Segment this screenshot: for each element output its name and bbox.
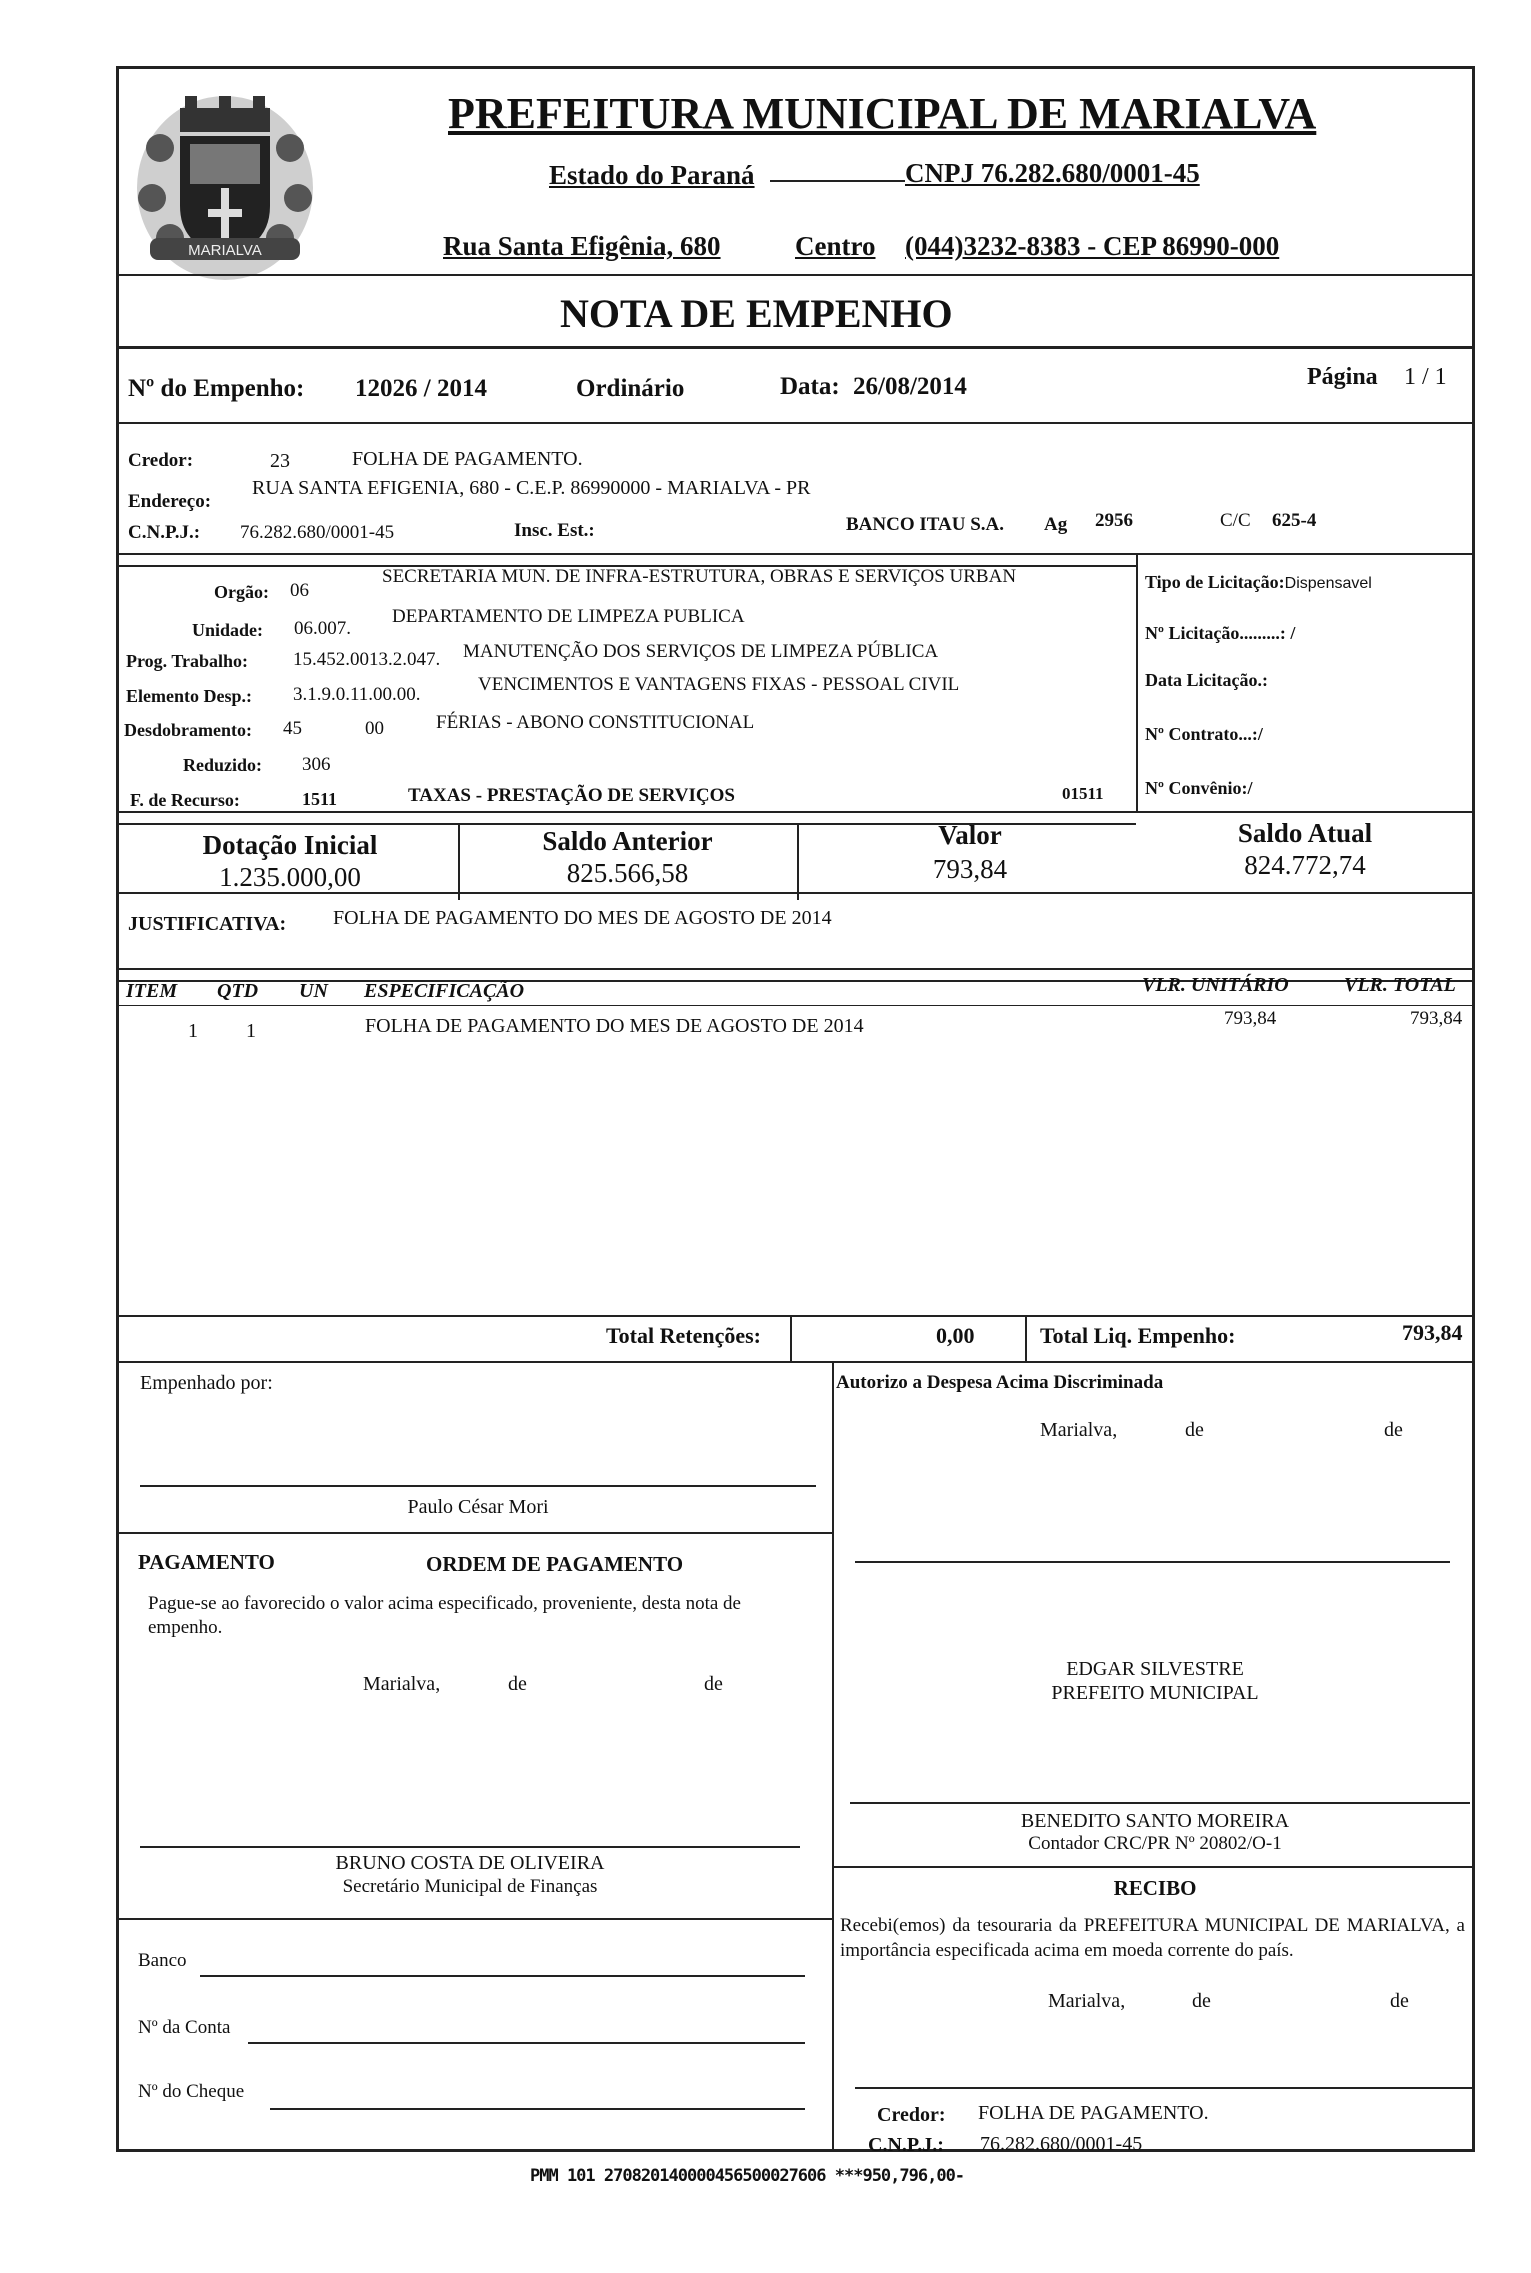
header-cnpj: CNPJ 76.282.680/0001-45 [905, 158, 1200, 188]
justificativa-text: FOLHA DE PAGAMENTO DO MES DE AGOSTO DE 2014 [333, 907, 832, 929]
contador-name: BENEDITO SANTO MOREIRA [1020, 1810, 1290, 1832]
row-vlr-total: 793,84 [1410, 1008, 1463, 1029]
prog-code: 15.452.0013.2.047. [293, 649, 441, 670]
credor-name: FOLHA DE PAGAMENTO. [352, 448, 583, 470]
secretario-name: BRUNO COSTA DE OLIVEIRA [335, 1852, 605, 1874]
pagamento-heading: PAGAMENTO [138, 1550, 275, 1574]
credor-code: 23 [270, 450, 290, 472]
recurso-code: 1511 [302, 789, 338, 809]
col-especificacao: ESPECIFICAÇÃO [364, 980, 525, 1002]
empenho-date: 26/08/2014 [853, 373, 967, 400]
credor-label: Credor: [128, 450, 194, 471]
page-number: 1 / 1 [1404, 364, 1447, 390]
crest-text: MARIALVA [188, 242, 262, 259]
col-qtd: QTD [217, 980, 259, 1002]
agency-number: 2956 [1095, 510, 1133, 531]
valor-value: 793,84 [932, 854, 1008, 884]
state-name: Estado do Paraná [549, 160, 755, 190]
row-especificacao: FOLHA DE PAGAMENTO DO MES DE AGOSTO DE 2014 [365, 1015, 864, 1037]
saldo-atual-label: Saldo Atual [1237, 818, 1373, 848]
autorizo-date-de-2: de [1384, 1419, 1403, 1441]
secretario-role: Secretário Municipal de Finanças [342, 1876, 598, 1897]
total-retencoes-label: Total Retenções: [606, 1323, 761, 1348]
document-title: NOTA DE EMPENHO [560, 291, 953, 336]
recibo-place: Marialva, [1048, 1990, 1126, 2012]
credor-address: RUA SANTA EFIGENIA, 680 - C.E.P. 86990000 - MARIALVA - PR [252, 477, 811, 499]
col-vlr-unitario: VLR. UNITÁRIO [1142, 974, 1289, 996]
cnpj-label: C.N.P.J.: [128, 522, 201, 543]
elemento-name: VENCIMENTOS E VANTAGENS FIXAS - PESSOAL CIVIL [478, 674, 960, 695]
orgao-label: Orgão: [214, 582, 269, 602]
empenho-label: Nº do Empenho: [128, 375, 305, 402]
recibo-cnpj-label: C.N.P.J.: [868, 2134, 944, 2156]
empenho-type: Ordinário [576, 375, 685, 402]
empenhado-signature-line [140, 1485, 816, 1487]
contrato-label: Nº Contrato...:/ [1145, 724, 1263, 744]
prog-label: Prog. Trabalho: [126, 651, 249, 671]
reduzido-value: 306 [302, 754, 331, 775]
empenho-number: 12026 / 2014 [355, 375, 487, 402]
empenhado-por-label: Empenhado por: [140, 1372, 273, 1394]
row-vlr-unitario: 793,84 [1224, 1008, 1277, 1029]
municipal-crest-icon [130, 88, 320, 288]
licitacao-type [1145, 572, 1372, 593]
autorizo-heading: Autorizo a Despesa Acima Discriminada [836, 1372, 1164, 1393]
banco-line[interactable] [200, 1975, 805, 1977]
recibo-date-de-2: de [1390, 1990, 1409, 2012]
address-label: Endereço: [128, 491, 212, 512]
desdobramento-sub: 00 [365, 718, 384, 739]
recibo-credor: FOLHA DE PAGAMENTO. [978, 2102, 1209, 2124]
total-liquido-value: 793,84 [1402, 1320, 1463, 1345]
justificativa-label: JUSTIFICATIVA: [128, 913, 287, 935]
elemento-code: 3.1.9.0.11.00.00. [293, 684, 421, 705]
recibo-date-de-1: de [1192, 1990, 1211, 2012]
agency-label: Ag [1044, 514, 1068, 535]
contador-role: Contador CRC/PR Nº 20802/O-1 [1028, 1833, 1282, 1854]
tipo-licitacao-value: Dispensavel [1284, 575, 1372, 592]
ordem-pagamento-heading: ORDEM DE PAGAMENTO [426, 1552, 684, 1576]
banco-label: Banco [138, 1950, 187, 1971]
ordem-date-de-1: de [508, 1673, 527, 1695]
convenio-label: Nº Convênio:/ [1145, 778, 1253, 798]
conta-line[interactable] [248, 2042, 805, 2044]
prefeito-name: EDGAR SILVESTRE [1066, 1658, 1244, 1680]
orgao-name: SECRETARIA MUN. DE INFRA-ESTRUTURA, OBRAS E SERVIÇOS URBAN [382, 566, 1017, 587]
recibo-credor-label: Credor: [877, 2104, 946, 2126]
unidade-code: 06.007. [294, 618, 351, 639]
account-number: 625-4 [1272, 510, 1317, 531]
total-liquido-label: Total Liq. Empenho: [1040, 1323, 1236, 1348]
orgao-code: 06 [290, 580, 309, 601]
autorizo-place: Marialva, [1040, 1419, 1118, 1441]
saldo-atual-value: 824.772,74 [1244, 850, 1366, 880]
licitacao-number-label: Nº Licitação.........: / [1145, 623, 1296, 643]
col-un: UN [299, 980, 328, 1002]
saldo-anterior-label: Saldo Anterior [542, 826, 713, 856]
dotacao-inicial-value: 1.235.000,00 [219, 862, 361, 892]
col-vlr-total: VLR. TOTAL [1344, 974, 1456, 996]
unidade-label: Unidade: [192, 620, 264, 640]
recibo-heading: RECIBO [1113, 1876, 1197, 1900]
bank-name: BANCO ITAU S.A. [846, 514, 1005, 535]
recurso-label: F. de Recurso: [130, 790, 240, 810]
cheque-line[interactable] [270, 2108, 805, 2110]
saldo-anterior-value: 825.566,58 [566, 858, 689, 888]
cheque-label: Nº do Cheque [138, 2081, 245, 2102]
desdobramento-label: Desdobramento: [124, 720, 252, 740]
unidade-name: DEPARTAMENTO DE LIMPEZA PUBLICA [392, 606, 745, 627]
header-phone-cep: (044)3232-8383 - CEP 86990-000 [905, 231, 1280, 261]
tipo-licitacao-label: Tipo de Licitação: [1145, 572, 1285, 592]
header-address: Rua Santa Efigênia, 680 [443, 231, 721, 261]
pague-se-text: Pague-se ao favorecido o valor acima especificado, proveniente, desta nota de empenho. [148, 1593, 741, 1638]
secretario-signature-line [140, 1846, 800, 1848]
recibo-text: Recebi(emos) da tesouraria da PREFEITURA MUNICIPAL DE MARIALVA, a importância especificada acima em moeda corrente do país. [840, 1915, 1465, 1961]
reduzido-label: Reduzido: [183, 755, 263, 775]
contador-signature-line [850, 1802, 1470, 1804]
credor-cnpj: 76.282.680/0001-45 [240, 522, 395, 543]
recurso-number: 01511 [1062, 784, 1104, 803]
ordem-place: Marialva, [363, 1673, 441, 1695]
empenho-date-label: Data: [780, 373, 840, 400]
header-underline [770, 180, 905, 182]
recibo-signature-line [855, 2087, 1475, 2089]
insc-label: Insc. Est.: [514, 520, 595, 541]
licitacao-date-label: Data Licitação.: [1145, 670, 1268, 690]
page-title: PREFEITURA MUNICIPAL DE MARIALVA [448, 89, 1317, 138]
header-district: Centro [795, 231, 876, 261]
page-label: Página [1307, 364, 1378, 390]
prog-name: MANUTENÇÃO DOS SERVIÇOS DE LIMPEZA PÚBLICA [463, 641, 939, 662]
ordem-date-de-2: de [704, 1673, 723, 1695]
conta-label: Nº da Conta [138, 2017, 231, 2038]
row-item: 1 [188, 1020, 198, 1042]
col-item: ITEM [126, 980, 178, 1002]
account-label: C/C [1220, 510, 1251, 531]
recurso-name: TAXAS - PRESTAÇÃO DE SERVIÇOS [408, 785, 735, 806]
empenhado-por-name: Paulo César Mori [407, 1496, 549, 1518]
valor-label: Valor [938, 820, 1002, 850]
total-retencoes-value: 0,00 [936, 1323, 975, 1348]
autorizo-date-de-1: de [1185, 1419, 1204, 1441]
autorizo-signature-line [855, 1561, 1450, 1563]
prefeito-role: PREFEITO MUNICIPAL [1051, 1682, 1259, 1704]
footer-code: PMM 101 270820140000456500027606 ***950,796,00- [530, 2166, 965, 2186]
elemento-label: Elemento Desp.: [126, 686, 252, 706]
recibo-cnpj: 76.282.680/0001-45 [980, 2133, 1143, 2155]
desdobramento-code: 45 [283, 718, 302, 739]
dotacao-inicial-label: Dotação Inicial [202, 830, 378, 860]
row-qtd: 1 [246, 1020, 256, 1042]
desdobramento-name: FÉRIAS - ABONO CONSTITUCIONAL [436, 712, 755, 733]
